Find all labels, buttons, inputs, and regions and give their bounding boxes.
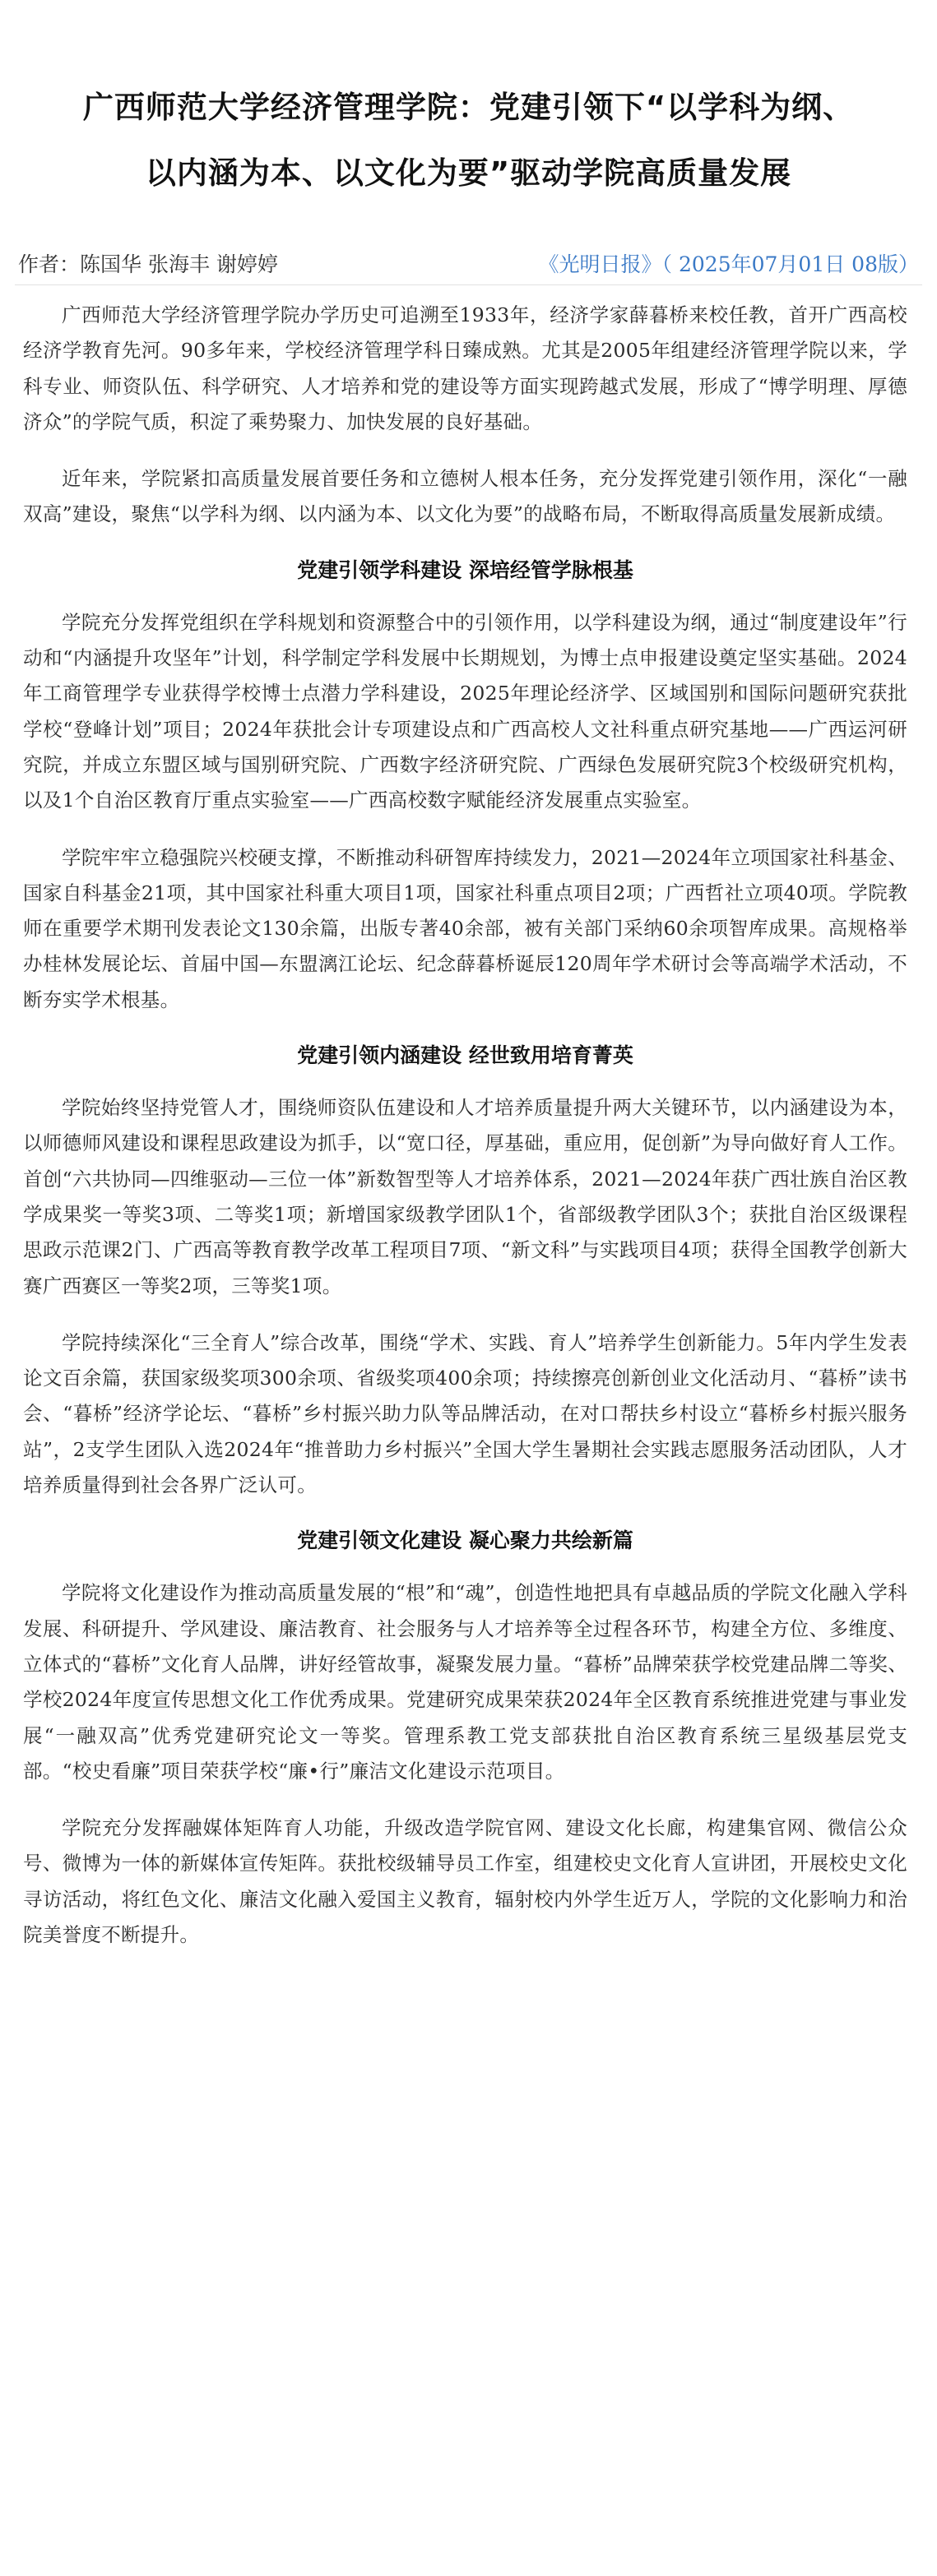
header-divider bbox=[15, 284, 922, 285]
author-line: 作者：陈国华 张海丰 谢婷婷 bbox=[18, 252, 278, 276]
source-date: （ 2025年07月01日 08版） bbox=[661, 252, 919, 276]
body-paragraph: 学院充分发挥党组织在学科规划和资源整合中的引领作用，以学科建设为纲，通过“制度建设年”行动和“内涵提升攻坚年”计划，科学制定学科发展中长期规划，为博士点申报建设奠定坚实基础。2024年工商管理学专业获得学校博士点潜力学科建设，2025年理论经济学、区域国别和国际问题研究获批学校“登峰计划”项目；2024年获批会计专项建设点和广西高校人文社科重点研究基地——广西运河研究院，并成立东盟区域与国别研究院、广西数字经济研究院、广西绿色发展研究院3个校级研究机构，以及1个自治区教育厅重点实验室——广西高校数字赋能经济发展重点实验室。 bbox=[23, 610, 907, 812]
article-meta bbox=[18, 248, 919, 278]
article-body bbox=[23, 298, 907, 1974]
body-paragraph: 近年来，学院紧扣高质量发展首要任务和立德树人根本任务，充分发挥党建引领作用，深化“一融双高”建设，聚焦“以学科为纲、以内涵为本、以文化为要”的战略布局，不断取得高质量发展新成绩。 bbox=[23, 467, 907, 526]
body-paragraph: 学院持续深化“三全育人”综合改革，围绕“学术、实践、育人”培养学生创新能力。5年内学生发表论文百余篇，获国家级奖项300余项、省级奖项400余项；持续擦亮创新创业文化活动月、“暮桥”读书会、“暮桥”经济学论坛、“暮桥”乡村振兴助力队等品牌活动，在对口帮扶乡村设立“暮桥乡村振兴服务站”，2支学生团队入选2024年“推普助力乡村振兴”全国大学生暑期社会实践志愿服务活动团队，人才培养质量得到社会各界广泛认可。 bbox=[23, 1330, 907, 1497]
article-title-line-1: 广西师范大学经济管理学院：党建引领下“以学科为纲、 bbox=[82, 90, 855, 125]
source-paper-link[interactable]: 《光明日报》 bbox=[538, 252, 662, 276]
body-paragraph: 学院将文化建设作为推动高质量发展的“根”和“魂”，创造性地把具有卓越品质的学院文化融入学科发展、科研提升、学风建设、廉洁教育、社会服务与人才培养等全过程各环节，构建全方位、多维度、立体式的“暮桥”文化育人品牌，讲好经管故事，凝聚发展力量。“暮桥”品牌荣获学校党建品牌二等奖、学校2024年度宣传思想文化工作优秀成果。党建研究成果荣获2024年全区教育系统推进党建与事业发展“一融双高”优秀党建研究论文一等奖。管理系教工党支部获批自治区教育系统三星级基层党支部。“校史看廉”项目荣获学校“廉•行”廉洁文化建设示范项目。 bbox=[23, 1581, 907, 1783]
article-title-line-2: 以内涵为本、以文化为要”驱动学院高质量发展 bbox=[145, 155, 792, 191]
section-heading: 党建引领学科建设 深培经管学脉根基 bbox=[297, 557, 633, 582]
body-paragraph: 学院始终坚持党管人才，围绕师资队伍建设和人才培养质量提升两大关键环节，以内涵建设为本，以师德师风建设和课程思政建设为抓手，以“宽口径，厚基础，重应用，促创新”为导向做好育人工作。首创“六共协同—四维驱动—三位一体”新数智型等人才培养体系，2021—2024年获广西壮族自治区教学成果奖一等奖3项、二等奖1项；新增国家级教学团队1个，省部级教学团队3个；获批自治区级课程思政示范课2门、广西高等教育教学改革工程项目7项、“新文科”与实践项目4项；获得全国教学创新大赛广西赛区一等奖2项，三等奖1项。 bbox=[23, 1096, 907, 1297]
source-line bbox=[539, 248, 919, 278]
body-paragraph: 广西师范大学经济管理学院办学历史可追溯至1933年，经济学家薛暮桥来校任教，首开广西高校经济学教育先河。90多年来，学校经济管理学科日臻成熟。尤其是2005年组建经济管理学院以来，学科专业、师资队伍、科学研究、人才培养和党的建设等方面实现跨越式发展，形成了“博学明理、厚德济众”的学院气质，积淀了乘势聚力、加快发展的良好基础。 bbox=[23, 303, 907, 433]
section-heading: 党建引领文化建设 凝心聚力共绘新篇 bbox=[297, 1528, 633, 1553]
section-heading: 党建引领内涵建设 经世致用培育菁英 bbox=[297, 1043, 633, 1068]
body-paragraph: 学院牢牢立稳强院兴校硬支撑，不断推动科研智库持续发力，2021—2024年立项国家社科基金、国家自科基金21项，其中国家社科重大项目1项，国家社科重点项目2项；广西哲社立项40项。学院教师在重要学术期刊发表论文130余篇，出版专著40余部，被有关部门采纳60余项智库成果。高规格举办桂林发展论坛、首届中国—东盟漓江论坛、纪念薛暮桥诞辰120周年学术研讨会等高端学术活动，不断夯实学术根基。 bbox=[23, 845, 907, 1011]
body-paragraph: 学院充分发挥融媒体矩阵育人功能，升级改造学院官网、建设文化长廊，构建集官网、微信公众号、微博为一体的新媒体宣传矩阵。获批校级辅导员工作室，组建校史文化育人宣讲团，开展校史文化寻访活动，将红色文化、廉洁文化融入爱国主义教育，辐射校内外学生近万人，学院的文化影响力和治院美誉度不断提升。 bbox=[23, 1816, 907, 1946]
